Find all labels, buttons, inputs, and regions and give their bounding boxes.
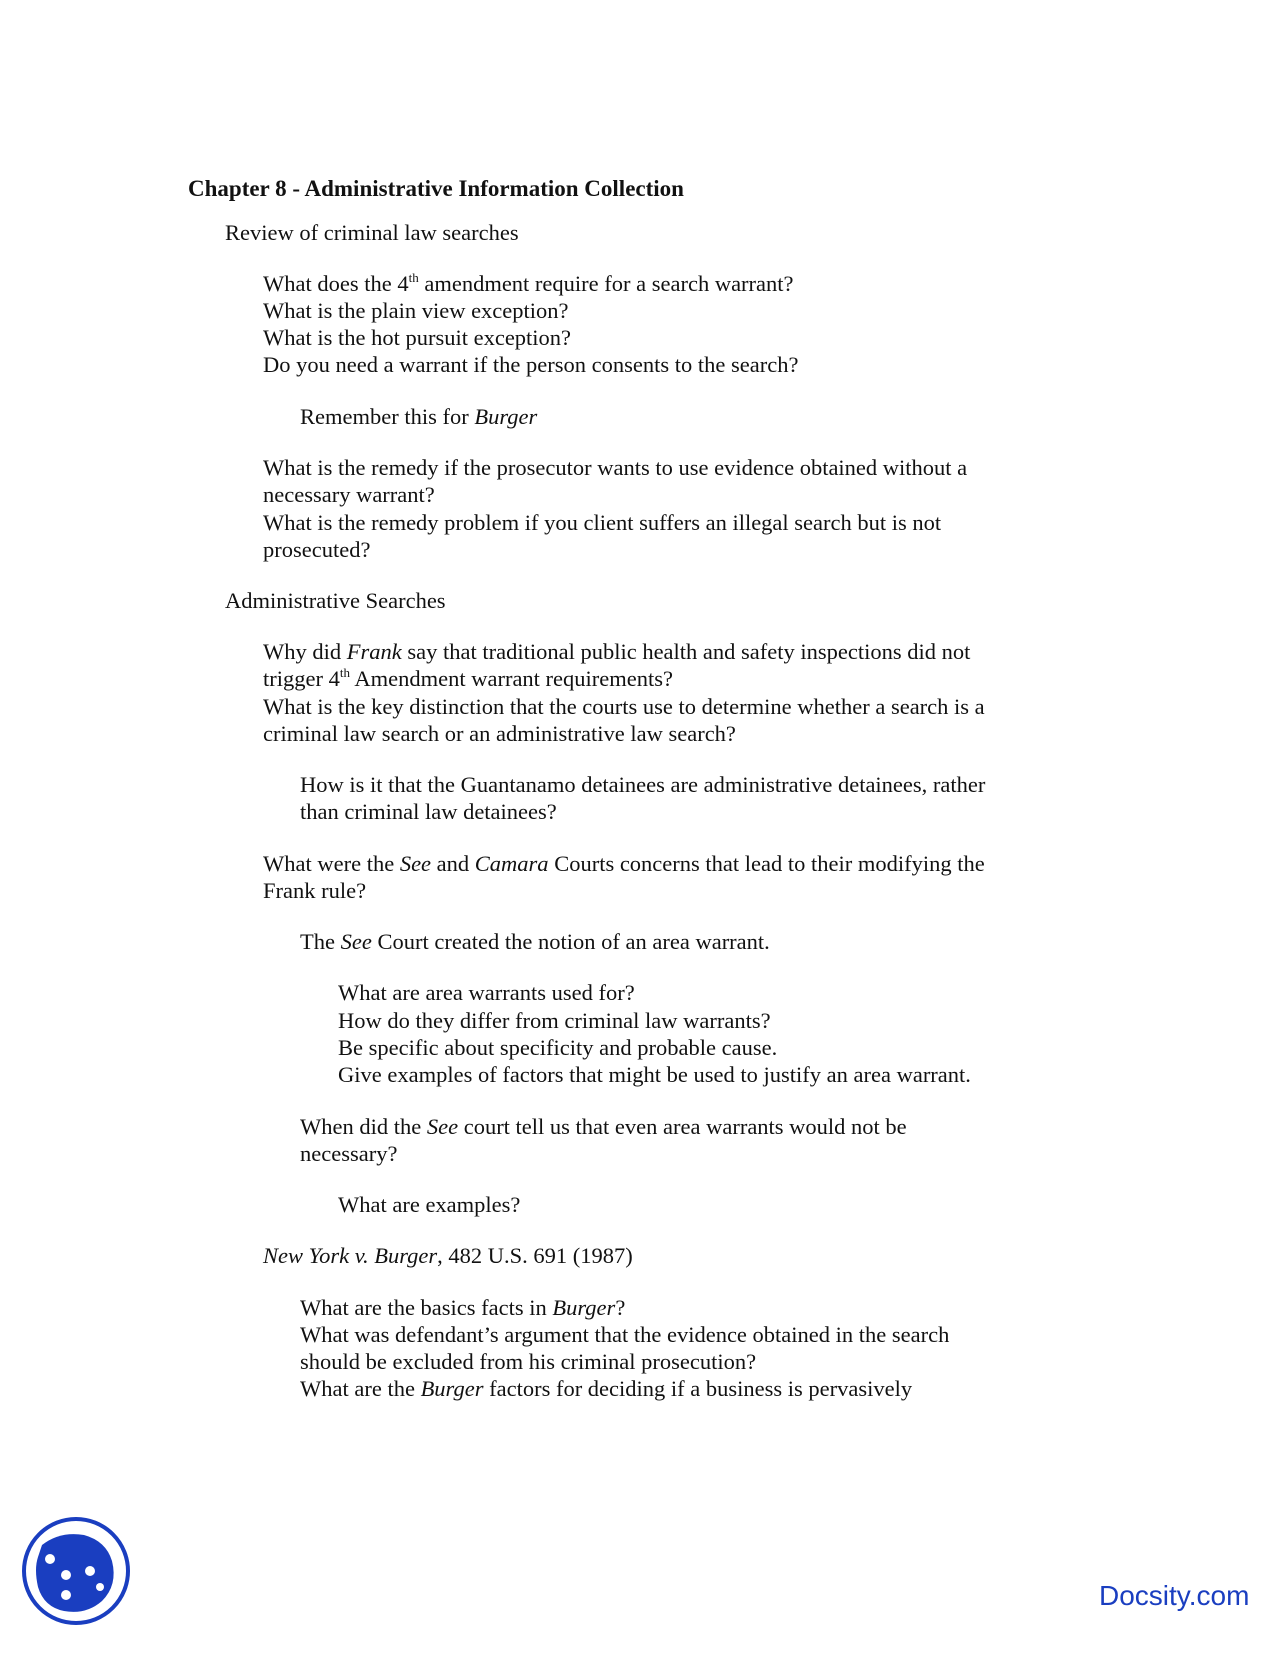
question-examples: What are examples? [338, 1192, 521, 1217]
burger-question-argument-line2: should be excluded from his criminal prosecution? [300, 1349, 757, 1374]
question-key-distinction-line2: criminal law search or an administrative law search? [263, 721, 736, 746]
question-key-distinction-line1: What is the key distinction that the courts use to determine whether a search is a [263, 694, 985, 719]
docsity-logo-icon[interactable] [20, 1515, 132, 1627]
burger-question-argument-line1: What was defendant’s argument that the evidence obtained in the search [300, 1322, 950, 1347]
question-frank-line2: trigger 4th Amendment warrant requirements? [263, 665, 673, 691]
area-warrant-question-1: What are area warrants used for? [338, 980, 635, 1005]
remember-note: Remember this for Burger [300, 404, 538, 429]
question-see-camara-line1: What were the See and Camara Courts concerns that lead to their modifying the [263, 851, 985, 876]
question-remedy-line2: necessary warrant? [263, 482, 435, 507]
question-guantanamo-line2: than criminal law detainees? [300, 799, 557, 824]
question-remedy-problem-line1: What is the remedy problem if you client suffers an illegal search but is not [263, 510, 942, 535]
question-see-court-line1: When did the See court tell us that even area warrants would not be [300, 1114, 907, 1139]
chapter-title: Chapter 8 - Administrative Information Collection [188, 176, 684, 201]
review-heading: Review of criminal law searches [225, 220, 519, 245]
burger-question-facts: What are the basics facts in Burger? [300, 1295, 626, 1320]
area-warrant-question-4: Give examples of factors that might be used to justify an area warrant. [338, 1062, 971, 1087]
question-hot-pursuit: What is the hot pursuit exception? [263, 325, 572, 350]
docsity-brand-link[interactable]: Docsity.com [1099, 1580, 1250, 1611]
question-guantanamo-line1: How is it that the Guantanamo detainees are administrative detainees, rather [300, 772, 986, 797]
area-warrant-question-3: Be specific about specificity and probable cause. [338, 1035, 778, 1060]
burger-citation: New York v. Burger, 482 U.S. 691 (1987) [263, 1243, 633, 1268]
question-consent: Do you need a warrant if the person consents to the search? [263, 352, 799, 377]
question-frank-line1: Why did Frank say that traditional public health and safety inspections did not [263, 639, 971, 664]
question-remedy-line1: What is the remedy if the prosecutor wants to use evidence obtained without a [263, 455, 968, 480]
see-area-warrant-note: The See Court created the notion of an area warrant. [300, 929, 770, 954]
question-plain-view: What is the plain view exception? [263, 298, 569, 323]
question-see-camara-line2: Frank rule? [263, 878, 367, 903]
admin-searches-heading: Administrative Searches [225, 588, 446, 613]
burger-question-factors: What are the Burger factors for deciding if a business is pervasively [300, 1376, 913, 1401]
question-see-court-line2: necessary? [300, 1141, 398, 1166]
area-warrant-question-2: How do they differ from criminal law warrants? [338, 1008, 771, 1033]
question-fourth-amendment: What does the 4th amendment require for a search warrant? [263, 270, 794, 296]
question-remedy-problem-line2: prosecuted? [263, 537, 371, 562]
